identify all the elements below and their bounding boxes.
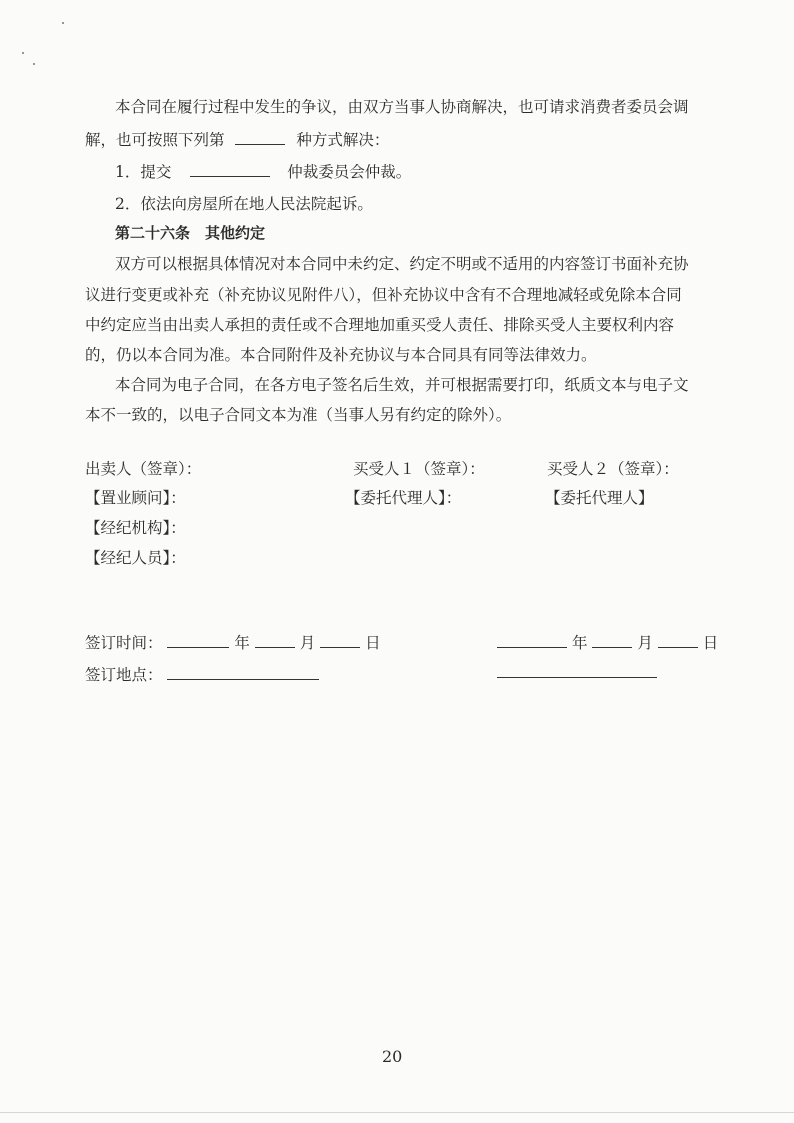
scan-speck [33, 63, 35, 65]
article-26-p2-line-2: 本不一致的，以电子合同文本为准（当事人另有约定的除外）。 [85, 406, 512, 424]
day-label: 日 [365, 634, 381, 652]
scan-speck [22, 52, 24, 54]
year-blank [167, 633, 229, 648]
year-label: 年 [234, 634, 250, 652]
scan-edge-line [0, 1112, 794, 1113]
dispute-line-2-prefix: 解，也可按照下列第 [85, 131, 225, 149]
method-number-blank [235, 130, 285, 145]
signing-time-row-2 [497, 631, 718, 653]
dispute-line-1: 本合同在履行过程中发生的争议，由双方当事人协商解决，也可请求消费者委员会调 [115, 98, 689, 116]
arbitration-committee-blank [190, 162, 270, 177]
article-26-p1-line-1: 双方可以根据具体情况对本合同中未约定、约定不明或不适用的内容签订书面补充协 [115, 255, 689, 273]
article-26-heading: 第二十六条 其他约定 [115, 224, 266, 242]
article-26-p1-line-2: 议进行变更或补充（补充协议见附件八），但补充协议中含有不合理地减轻或免除本合同 [85, 286, 682, 304]
signing-time-row [85, 631, 381, 653]
dispute-line-2-suffix: 种方式解决： [296, 131, 390, 149]
dispute-option-1 [115, 160, 411, 182]
place-blank [167, 665, 319, 680]
year-blank-2 [497, 633, 567, 648]
month-label-2: 月 [637, 634, 653, 652]
month-label: 月 [299, 634, 316, 652]
day-blank-2 [658, 633, 698, 648]
signing-place-row-2 [497, 663, 657, 682]
year-label-2: 年 [571, 634, 588, 652]
article-26-p1-line-3: 中约定应当由出卖人承担的责任或不合理地加重买受人责任、排除买受人主要权利内容 [85, 316, 675, 334]
day-blank [320, 633, 360, 648]
place-blank-2 [497, 663, 657, 678]
article-26-p2-line-1: 本合同为电子合同，在各方电子签名后生效，并可根据需要打印，纸质文本与电子文 [115, 376, 689, 394]
buyer-1-agent-label: 【委托代理人】： [345, 489, 462, 507]
brokerage-label: 【经纪机构】： [85, 519, 186, 537]
buyer-1-signature-label: 买受人１（签章）： [353, 460, 485, 478]
article-26-p1-line-4: 的，仍以本合同为准。本合同附件及补充协议与本合同具有同等法律效力。 [85, 346, 597, 364]
option-1-suffix: 仲裁委员会仲裁。 [287, 163, 412, 181]
month-blank [255, 633, 295, 648]
seller-signature-label: 出卖人（签章）： [85, 460, 202, 478]
signing-place-row [85, 663, 319, 685]
scan-speck [62, 22, 64, 24]
buyer-2-signature-label: 买受人２（签章）： [547, 460, 679, 478]
signing-place-label: 签订地点： [85, 666, 163, 684]
month-blank-2 [592, 633, 632, 648]
signing-time-label: 签订时间： [85, 634, 163, 652]
dispute-option-2: 2．依法向房屋所在地人民法院起诉。 [115, 195, 373, 213]
option-1-prefix: 1．提交 [115, 163, 172, 181]
dispute-line-2 [85, 128, 389, 150]
day-label-2: 日 [702, 634, 719, 652]
buyer-2-agent-label: 【委托代理人】 [545, 489, 654, 507]
consultant-label: 【置业顾问】： [85, 489, 186, 507]
broker-label: 【经纪人员】： [85, 549, 186, 567]
page-number: 20 [382, 1047, 403, 1066]
